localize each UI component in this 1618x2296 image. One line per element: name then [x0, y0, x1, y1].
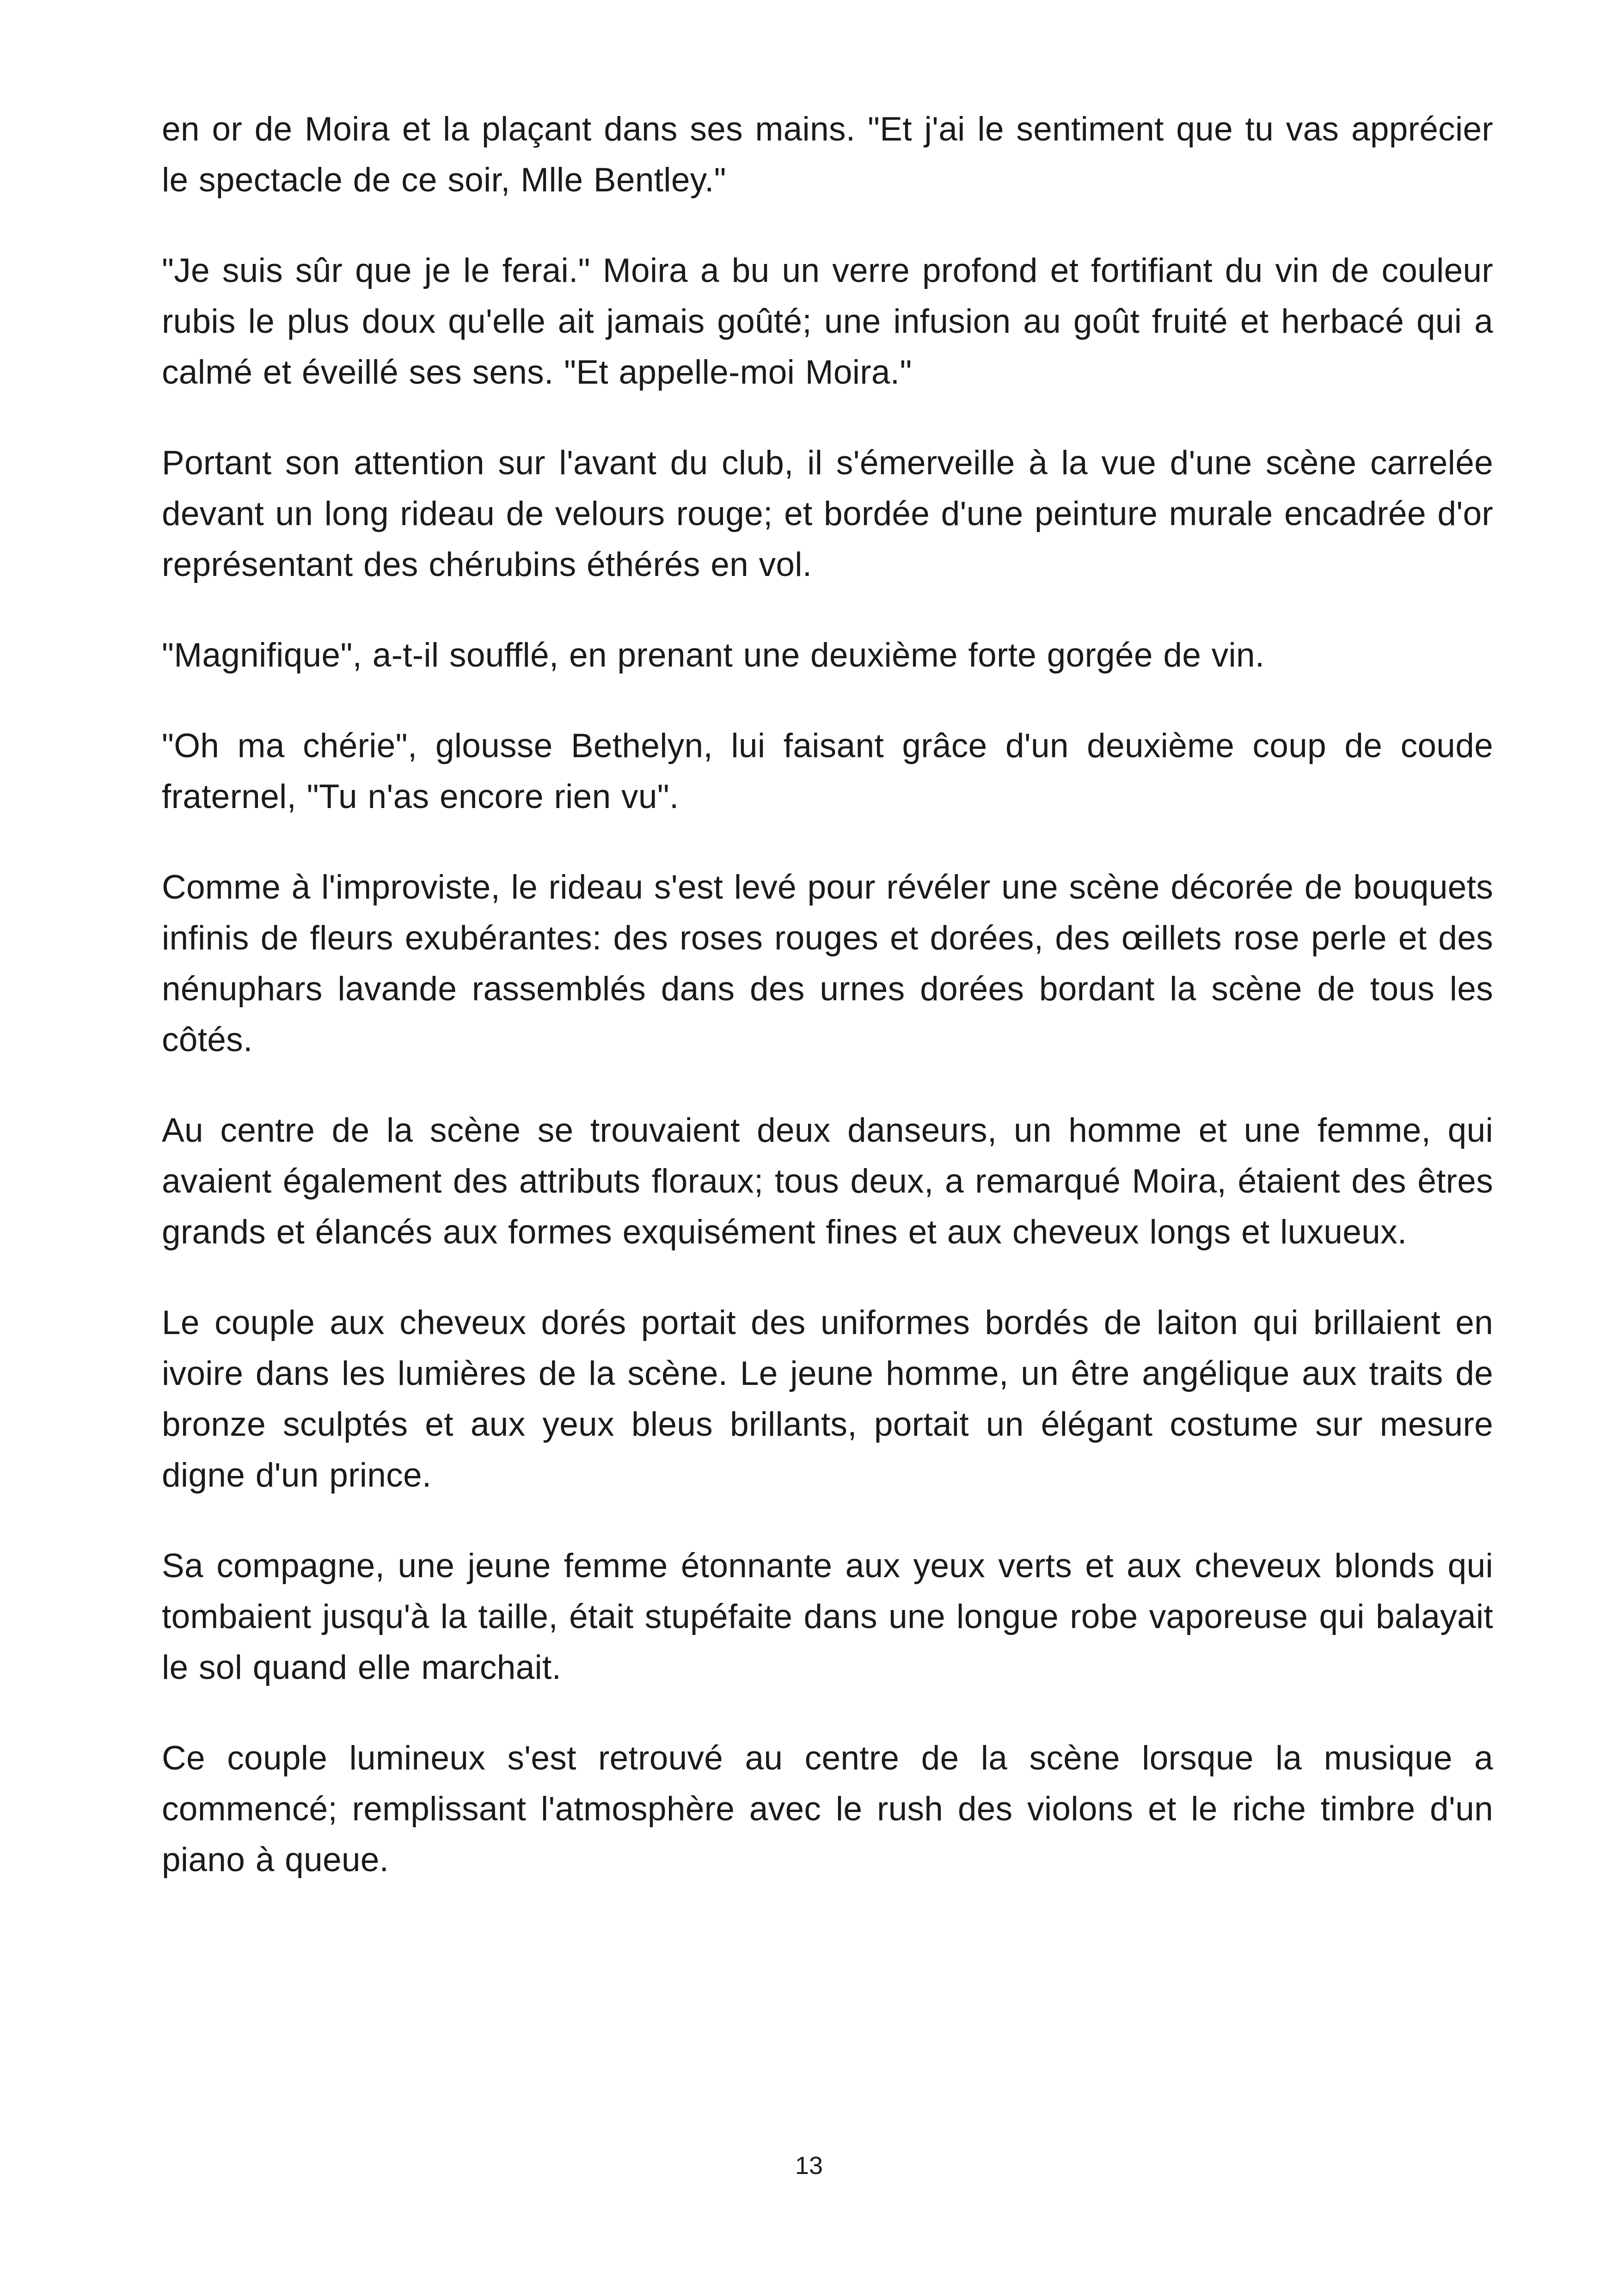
paragraph-2: "Je suis sûr que je le ferai." Moira a bu un verre profond et fortifiant du vin de couleur rubis le plus doux qu'elle ait jamais goûté; une infusion au goût fruité et herbacé qui a calmé et éveillé ses sens. "Et appelle-moi Moira." — [162, 252, 1493, 391]
paragraph-3: Portant son attention sur l'avant du club, il s'émerveille à la vue d'une scène carrelée devant un long rideau de velours rouge; et bordée d'une peinture murale encadrée d'or représentant des chérubins éthérés en vol. — [162, 444, 1493, 583]
paragraph-1: en or de Moira et la plaçant dans ses mains. "Et j'ai le sentiment que tu vas apprécier le spectacle de ce soir, Mlle Bentley." — [162, 110, 1493, 199]
paragraph-9: Sa compagne, une jeune femme étonnante aux yeux verts et aux cheveux blonds qui tombaient jusqu'à la taille, était stupéfaite dans une longue robe vaporeuse qui balayait le sol quand elle marchait. — [162, 1547, 1493, 1686]
paragraph-7: Au centre de la scène se trouvaient deux danseurs, un homme et une femme, qui avaient également des attributs floraux; tous deux, a remarqué Moira, étaient des êtres grands et élancés aux formes exquisément fines et aux cheveux longs et luxueux. — [162, 1112, 1493, 1251]
paragraph-10: Ce couple lumineux s'est retrouvé au centre de la scène lorsque la musique a commencé; remplissant l'atmosphère avec le rush des violons et le riche timbre d'un piano à queue. — [162, 1739, 1493, 1879]
paragraph-4: "Magnifique", a-t-il soufflé, en prenant une deuxième forte gorgée de vin. — [162, 637, 1265, 674]
page-number: 13 — [795, 2152, 823, 2180]
body-text — [162, 104, 1493, 1925]
paragraph-6: Comme à l'improviste, le rideau s'est levé pour révéler une scène décorée de bouquets infinis de fleurs exubérantes: des roses rouges et dorées, des œillets rose perle et des nénuphars lavande rassemblés dans des urnes dorées bordant la scène de tous les côtés. — [162, 869, 1493, 1059]
paragraph-5: "Oh ma chérie", glousse Bethelyn, lui faisant grâce d'un deuxième coup de coude fraternel, "Tu n'as encore rien vu". — [162, 727, 1493, 815]
paragraph-8: Le couple aux cheveux dorés portait des uniformes bordés de laiton qui brillaient en ivoire dans les lumières de la scène. Le jeune homme, un être angélique aux traits de bronze sculptés et aux yeux bleus brillants, portait un élégant costume sur mesure digne d'un prince. — [162, 1304, 1493, 1494]
